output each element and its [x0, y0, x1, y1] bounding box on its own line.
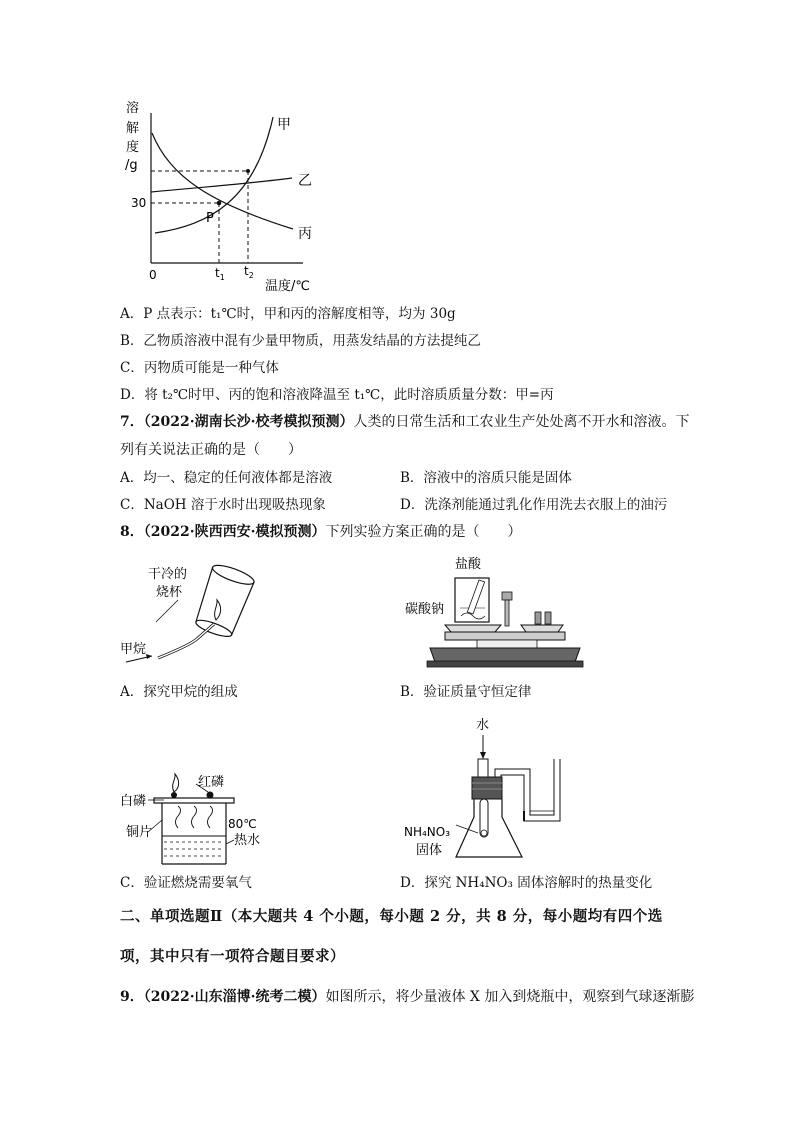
fig-b-label-1: 盐酸	[455, 557, 482, 572]
fig-b-label-2: 碳酸钠	[405, 602, 445, 617]
curve-bing-label: 丙	[298, 226, 312, 242]
q9-source: （2022·山东淄博·统考二模）	[143, 989, 326, 1005]
q7-stem-line2: 列有关说法正确的是（ ）	[120, 442, 302, 458]
fig-c-label-3: 铜片	[126, 825, 153, 840]
fig-a-label-3: 甲烷	[120, 642, 147, 657]
q8-stem	[120, 522, 521, 542]
q7-stem-line1	[120, 412, 689, 432]
point-p	[217, 201, 222, 206]
curve-yi	[151, 178, 292, 192]
point-t2	[246, 169, 250, 173]
fig-c-label-1: 红磷	[198, 775, 225, 790]
figure-b-balance	[405, 550, 585, 670]
q7-stem: 人类的日常生活和工农业生产处处离不开水和溶液。下	[353, 414, 690, 430]
figure-c-combustion	[118, 770, 278, 870]
tick-t2: $t_2$	[244, 264, 254, 280]
q7-number: 7．	[120, 414, 144, 430]
fig-d-label-3: 固体	[416, 843, 443, 858]
fig-a-label-2: 烧杯	[156, 585, 183, 600]
section2-heading-line1: 二、单项选题Ⅱ（本大题共 4 个小题，每小题 2 分，共 8 分，每小题均有四个选	[120, 908, 663, 925]
tick-t1: $t_1$	[215, 266, 225, 282]
q7-option-b: B．溶液中的溶质只能是固体	[400, 470, 572, 486]
fig-d-label-2: NH₄NO₃	[404, 825, 451, 839]
figure-d-flask	[400, 715, 570, 870]
q7-option-a: A．均一、稳定的任何液体都是溶液	[120, 470, 333, 486]
q7-option-c: C．NaOH 溶于水时出现吸热现象	[120, 497, 326, 513]
q6-option-b: B．乙物质溶液中混有少量甲物质，用蒸发结晶的方法提纯乙	[120, 333, 481, 349]
q8-option-b: B．验证质量守恒定律	[400, 684, 532, 700]
curve-yi-label: 乙	[298, 173, 312, 189]
origin-label: 0	[149, 268, 157, 282]
graph-ylabel-1: 溶	[126, 101, 140, 116]
q6-option-a: A．P 点表示：t₁℃时，甲和丙的溶解度相等，均为 30g	[120, 306, 456, 322]
q9-stem-text: 如图所示，将少量液体 X 加入到烧瓶中，观察到气球逐渐膨	[325, 989, 695, 1005]
point-p-label: P	[206, 211, 214, 226]
figure-a-methane	[118, 558, 258, 668]
q9-stem	[120, 987, 694, 1007]
graph-ylabel-3: 度	[126, 140, 140, 155]
graph-xlabel: 温度/℃	[265, 279, 310, 294]
q8-number: 8．	[120, 524, 144, 540]
q8-option-a: A．探究甲烷的组成	[120, 684, 238, 700]
graph-ylabel-2: 解	[126, 121, 140, 136]
q8-source: （2022·陕西西安·模拟预测）	[143, 524, 326, 540]
section2-heading-line2: 项，其中只有一项符合题目要求）	[120, 948, 345, 965]
solubility-graph	[115, 95, 325, 295]
q9-number: 9．	[120, 989, 144, 1005]
fig-c-label-2: 白磷	[120, 794, 147, 809]
tick-30: 30	[131, 196, 147, 210]
q7-option-d: D．洗涤剂能通过乳化作用洗去衣服上的油污	[400, 497, 668, 513]
fig-c-label-5: 热水	[234, 833, 261, 848]
q8-option-d: D．探究 NH₄NO₃ 固体溶解时的热量变化	[400, 875, 653, 891]
q8-option-c: C．验证燃烧需要氧气	[120, 875, 252, 891]
curve-jia-label: 甲	[277, 117, 291, 133]
fig-a-label-1: 干冷的	[148, 567, 188, 582]
fig-d-label-1: 水	[476, 718, 490, 733]
q6-option-d: D．将 t₂℃时甲、丙的饱和溶液降温至 t₁℃，此时溶质质量分数：甲=丙	[120, 387, 554, 403]
q7-source: （2022·湖南长沙·校考模拟预测）	[143, 414, 354, 430]
q6-option-c: C．丙物质可能是一种气体	[120, 360, 279, 376]
graph-ylabel-4: /g	[125, 158, 138, 173]
q8-stem-text: 下列实验方案正确的是（ ）	[325, 524, 522, 540]
fig-c-label-4: 80℃	[228, 817, 257, 831]
